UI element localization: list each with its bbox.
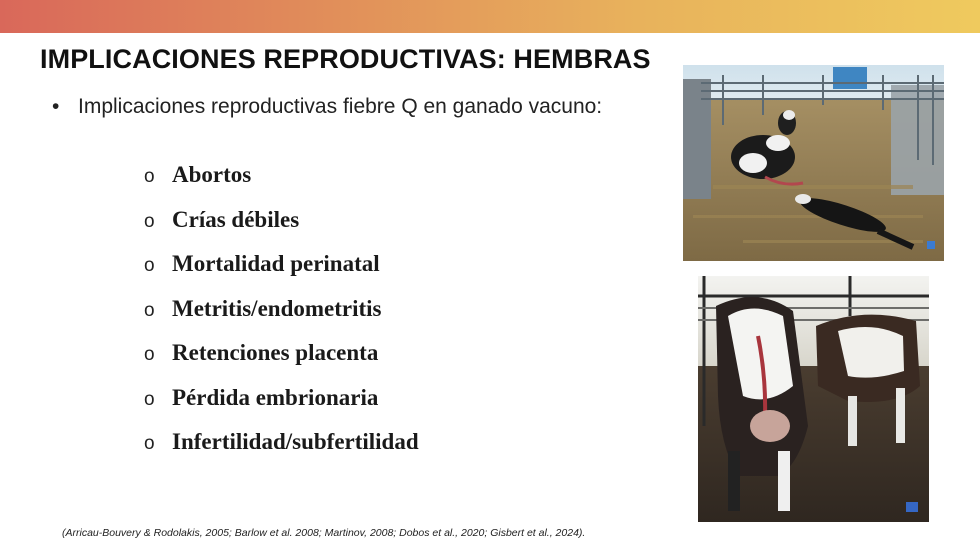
sub-item-label: Metritis/endometritis xyxy=(172,295,382,321)
sub-item-label: Retenciones placenta xyxy=(172,340,379,365)
sub-item-label: Mortalidad perinatal xyxy=(172,251,380,276)
bullet-marker: • xyxy=(52,95,60,118)
list-item-mortalidad-perinatal xyxy=(144,249,419,294)
sub-marker: o xyxy=(144,299,155,321)
sub-item-label: Crías débiles xyxy=(172,206,300,232)
list-item-abortos xyxy=(144,160,419,205)
sub-marker: o xyxy=(144,433,155,454)
list-item-perdida-embrionaria xyxy=(144,383,419,428)
sub-list xyxy=(144,160,419,472)
sub-item-label: Pérdida embrionaria xyxy=(172,384,379,410)
bullet-text: Implicaciones reproductivas fiebre Q en ganado vacuno: xyxy=(78,95,603,118)
sub-item-label: Abortos xyxy=(172,162,252,187)
photo-cow-lying-pen xyxy=(683,65,944,261)
sub-marker: o xyxy=(144,255,155,276)
main-bullet xyxy=(52,92,612,122)
list-item-crias-debiles xyxy=(144,205,419,250)
sub-marker: o xyxy=(144,166,155,187)
sub-item-label: Infertilidad/subfertilidad xyxy=(172,429,419,454)
slide-title: IMPLICACIONES REPRODUCTIVAS: HEMBRAS xyxy=(40,44,651,74)
top-gradient-band xyxy=(0,0,980,33)
photo-cow-lying-graphic xyxy=(683,65,944,261)
photo-cows-rear-view xyxy=(698,276,929,522)
list-item-infertilidad xyxy=(144,427,419,472)
photo-cows-rear-graphic xyxy=(698,276,929,522)
list-item-retenciones-placenta xyxy=(144,338,419,383)
sub-marker: o xyxy=(144,388,155,410)
list-item-metritis xyxy=(144,294,419,339)
sub-marker: o xyxy=(144,344,155,365)
citation-references: (Arricau-Bouvery & Rodolakis, 2005; Barlow et al. 2008; Martinov, 2008; Dobos et al., 2020; Gisbert et al., 2024). xyxy=(62,527,586,539)
sub-marker: o xyxy=(144,210,155,232)
